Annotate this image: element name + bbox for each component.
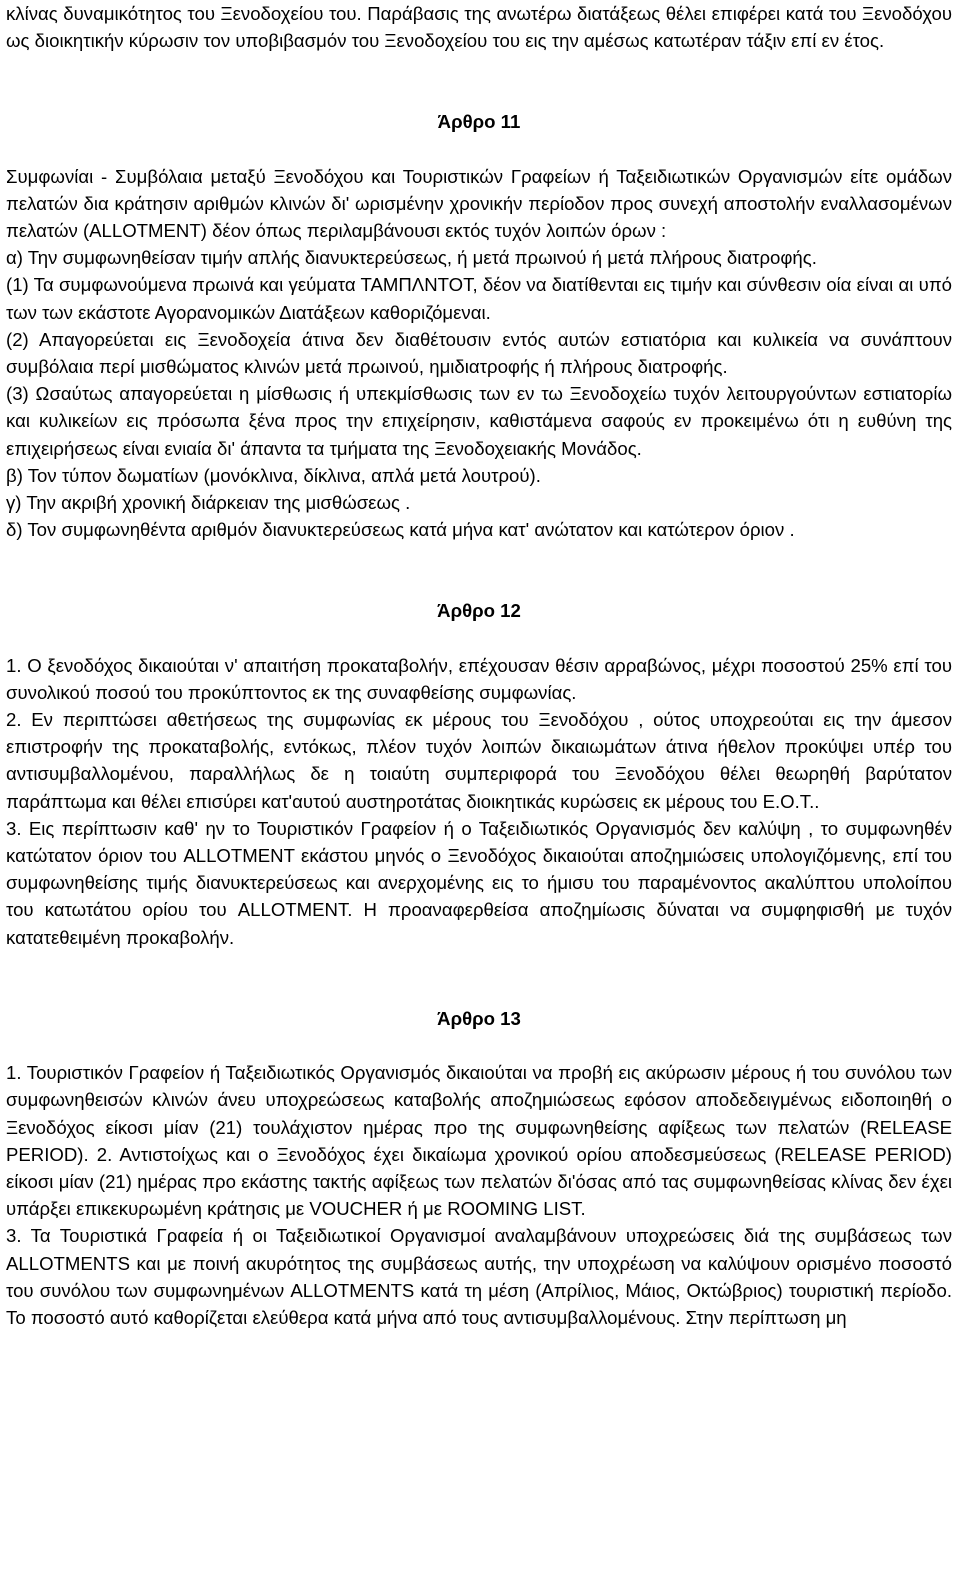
article-11-title: Άρθρο 11: [437, 111, 521, 133]
spacer: [6, 136, 952, 163]
intro-paragraph: κλίνας δυναμικότητος του Ξενοδοχείου του. Παράβασις της ανωτέρω διατάξεως θέλει επιφέρει κατά του Ξενοδόχου ως διοικητικήν κύρωσιν τον υποβιβασμόν του Ξενοδοχείου του εις την αμέσως κατωτέραν τάξιν επί εν έτος.: [6, 3, 952, 52]
article-11-paragraph: Συμφωνίαι - Συμβόλαια μεταξύ Ξενοδόχου και Τουριστικών Γραφείων ή Ταξειδιωτικών Οργανισμών είτε ομάδων πελατών δια κράτησιν αριθμών κλινών δι' ωρισμένην χρονικήν περίοδον προς συνεχή αποστολήν εναλλασομένων πελατών (ALLOTMENT) δέον όπως περιλαμβάνουσι εκτός τυχόν λοιπών όρων :: [6, 165, 952, 242]
article-13-title: Άρθρο 13: [437, 1007, 521, 1029]
article-11-paragraph: γ) Την ακριβή χρονική διάρκειαν της μισθώσεως .: [6, 492, 411, 514]
spacer: [6, 54, 952, 108]
article-13-paragraph: 1. Τουριστικόν Γραφείον ή Ταξειδιωτικός Οργανισμός δικαιούται να προβή εις ακύρωσιν μέρους ή του συνόλου των συμφωνηθεισών κλινών άνευ υποχρεώσεως καταβολής αποζημιώσεως εφόσον αποδεδειγμένως ειδοποιηθή ο Ξενοδόχος είκοσι μίαν (21) τουλάχιστον ημέρας προ της συμφωνηθείσης αφίξεως των πελατών (RELEASE PERIOD). 2. Αντιστοίχως και ο Ξενοδόχος έχει δικαίωμα χρονικού ορίου αποδεσμεύσεως (RELEASE PERIOD) είκοσι μίαν (21) ημέρας προ εκάστης τακτής αφίξεως των πελατών δι'όσας από τας συμφωνηθείσας κλίνας δεν έχει υπάρξει επικεκυρωμένη κράτησις με VOUCHER ή με ROOMING LIST.: [6, 1062, 952, 1220]
article-12-paragraph: 1. Ο ξενοδόχος δικαιούται ν' απαιτήση προκαταβολήν, επέχουσαν θέσιν αρραβώνος, μέχρι ποσοστού 25% επί του συνολικού ποσού του προκύπτοντος εκ της συναφθείσης συμφωνίας.: [6, 654, 952, 703]
spacer: [6, 1032, 952, 1059]
article-11-paragraph: δ) Τον συμφωνηθέντα αριθμόν διανυκτερεύσεως κατά μήνα κατ' ανώτατον και κατώτερον όριον .: [6, 519, 795, 541]
article-12-title: Άρθρο 12: [437, 600, 521, 622]
article-11-paragraph: β) Τον τύπον δωματίων (μονόκλινα, δίκλινα, απλά μετά λουτρού).: [6, 464, 541, 486]
spacer: [6, 951, 952, 1005]
spacer: [6, 543, 952, 597]
document-page: [6, 0, 952, 1331]
article-11-paragraph: (2) Απαγορεύεται εις Ξενοδοχεία άτινα δεν διαθέτουσιν εντός αυτών εστιατόρια και κυλικεία να συνάπτουν συμβόλαια περί μισθώματος κλινών μετά πρωινού, ημιδιατροφής ή πλήρους διατροφής.: [6, 328, 952, 378]
article-13-paragraph: 3. Τα Τουριστικά Γραφεία ή οι Ταξειδιωτικοί Οργανισμοί αναλαμβάνουν υποχρεώσεις διά της συμβάσεως των ALLOTMENTS και με ποινή ακυρότητος της συμβάσεως αυτής, την υποχρέωση να καλύψουν ορισμένο ποσοστό του συνόλου των συμφωνημένων ALLOTMENTS κατά τη μέση (Απρίλιος, Μάιος, Οκτώβριος) τουριστική περίοδο. Το ποσοστό αυτό καθορίζεται ελεύθερα κατά μήνα από τους αντισυμβαλλομένους. Στην περίπτωση μη: [6, 1225, 952, 1328]
article-11-paragraph: α) Την συμφωνηθείσαν τιμήν απλής διανυκτερεύσεως, ή μετά πρωινού ή μετά πλήρους διατροφής.: [6, 247, 817, 269]
article-12-paragraph: 3. Εις περίπτωσιν καθ' ην το Τουριστικόν Γραφείον ή ο Ταξειδιωτικός Οργανισμός δεν καλύψη , το συμφωνηθέν κατώτατον όριον του ALLOTMENT εκάστου μηνός ο Ξενοδόχος δικαιούται αποζημιώσεις υπολογιζόμενης, επί του συμφωνηθείσης τιμής διανυκτερεύσεως και ανερχομένης εις το ήμισυ του παραμένοντος ακαλύπτου υπολοίπου του κατωτάτου ορίου του ALLOTMENT. Η προαναφερθείσα αποζημίωσις δύναται να συμφηφισθή με τυχόν κατατεθειμένη προκαβολήν.: [6, 817, 952, 948]
spacer: [6, 625, 952, 652]
article-11-paragraph: (1) Τα συμφωνούμενα πρωινά και γεύματα ΤΑΜΠΛΝΤΟΤ, δέον να διατίθενται εις τιμήν και σύνθεσιν οία είναι αι υπό των των εκάστοτε Αγορανομικών Διατάξεων καθοριζόμεναι.: [6, 274, 952, 323]
article-12-paragraph: 2. Εν περιπτώσει αθετήσεως της συμφωνίας εκ μέρους του Ξενοδόχου , ούτος υποχρεούται εις την άμεσον επιστροφήν της προκαταβολής, εντόκως, πλέον τυχόν λοιπών δικαιωμάτων άτινα ήθελον προκύψει υπέρ του αντισυμβαλλομένου, παραλλήλως δε η τοιαύτη συμπεριφορά του Ξενοδόχου θέλει θεωρηθή βαρύτατον παράπτωμα και θέλει επισύρει κατ'αυτού αυστηροτάτας διοικητικάς κυρώσεις εκ μέρους του Ε.Ο.Τ..: [6, 709, 952, 812]
article-11-paragraph: (3) Ωσαύτως απαγορεύεται η μίσθωσις ή υπεκμίσθωσις των εν τω Ξενοδοχείω τυχόν λειτουργούντων εστιατορίω και κυλικείων εις πρόσωπα ξένα προς την επιχείρησιν, καθιστάμενα σαφούς εν προκειμένω ότι η ευθύνη της επιχειρήσεως είναι ενιαία δι' άπαντα τα τμήματα της Ξενοδοχειακής Μονάδος.: [6, 383, 952, 459]
